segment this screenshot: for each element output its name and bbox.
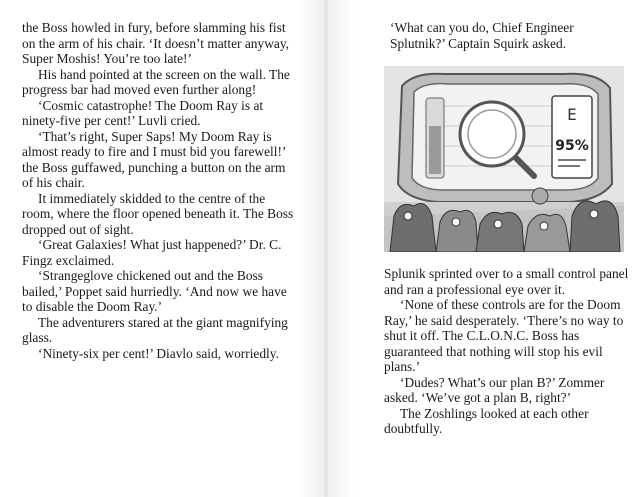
paragraph: ‘Dudes? What’s our plan B?’ Zommer asked. ‘We’ve got a plan B, right?’ [384,374,605,405]
paragraph: The Zoshlings looked at each other doubtfully. [384,405,589,436]
paragraph: ‘What can you do, Chief Engineer Splutnik?’ Captain Squirk asked. [390,20,574,51]
paragraph: Splunik sprinted over to a small control panel and ran a professional eye over it. [384,266,629,297]
book-gutter [296,0,356,497]
paragraph: ‘That’s right, Super Saps! My Doom Ray is almost ready to fire and I must bid you farewell!’ the Boss guffawed, punching a button on the arm of his chair. [22,128,286,190]
paragraph: ‘Strangeglove chickened out and the Boss bailed,’ Poppet said hurriedly. ‘And now we have to disable the Doom Ray.’ [22,268,287,314]
paragraph: ‘None of these controls are for the Doom Ray,’ he said desperately. ‘There’s no way to shut it off. The C.L.O.N.C. Boss has guaranteed that nothing will stop his evil plans.’ [384,297,624,374]
paragraph: The adventurers stared at the giant magnifying glass. [22,314,288,345]
progress-readout: 95% [555,138,589,154]
right-page-top-text [390,20,630,51]
paragraph: ‘Cosmic catastrophe! The Doom Ray is at ninety-five per cent!’ Luvli cried. [22,97,264,128]
right-page-bottom-text [384,266,629,437]
screen-label: E [567,105,577,124]
left-page-text [22,20,294,361]
paragraph: the Boss howled in fury, before slamming his fist on the arm of his chair. ‘It doesn’t matter anyway, Super Moshis! You’re too late!’ [22,20,289,66]
paragraph: His hand pointed at the screen on the wall. The progress bar had moved even further along! [22,66,290,97]
paragraph: It immediately skidded to the centre of the room, where the floor opened beneath it. The Boss dropped out of sight. [22,190,294,237]
paragraph: ‘Great Galaxies! What just happened?’ Dr. C. Fingz exclaimed. [22,237,282,268]
paragraph: ‘Ninety-six per cent!’ Diavlo said, worriedly. [38,345,279,361]
control-room-illustration [384,66,624,252]
illustration-svg [384,66,624,252]
